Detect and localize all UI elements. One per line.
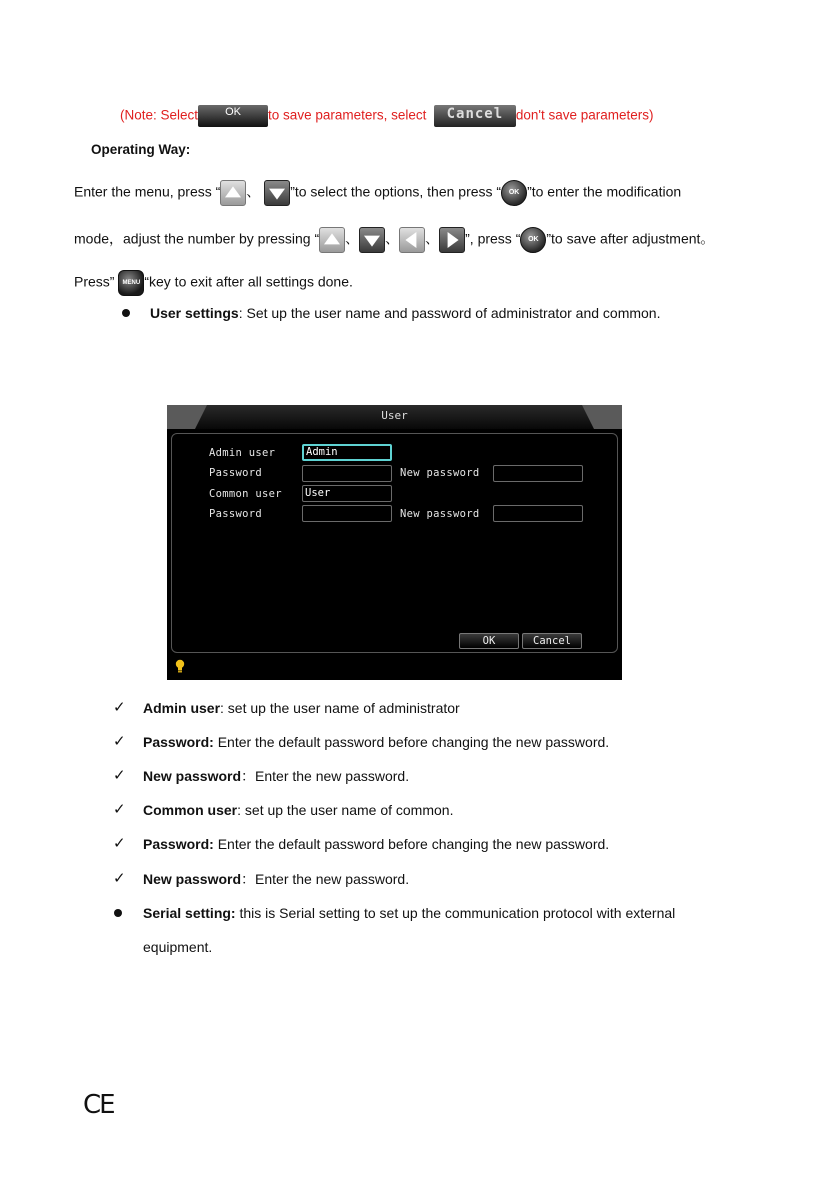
note-suffix: don't save parameters) <box>515 107 654 123</box>
screen-ok-button[interactable]: OK <box>459 633 519 649</box>
screen-cancel-button[interactable]: Cancel <box>522 633 582 649</box>
down-arrow-icon <box>359 227 385 253</box>
list-item: Password: Enter the default password before changing the new password. <box>143 836 610 852</box>
new-password-label-2: New password <box>400 508 480 520</box>
list-item: Common user: set up the user name of common. <box>143 802 454 818</box>
serial-setting-continuation: equipment. <box>143 939 213 955</box>
ok-round-icon: OK <box>520 227 546 253</box>
admin-user-field[interactable]: Admin <box>302 444 392 461</box>
bullet-dot <box>122 309 130 317</box>
ok-round-icon: OK <box>501 180 527 206</box>
password-field-1[interactable] <box>302 465 392 482</box>
user-settings-text: : Set up the user name and password of administrator and common. <box>238 305 661 321</box>
cancel-button-image: Cancel <box>434 105 516 127</box>
user-settings-screenshot <box>167 405 622 680</box>
check-icon: ✓ <box>113 733 126 750</box>
new-password-label-1: New password <box>400 467 480 479</box>
up-arrow-icon <box>319 227 345 253</box>
bullet-dot <box>114 909 122 917</box>
operating-way-heading: Operating Way: <box>91 142 191 157</box>
right-arrow-icon <box>439 227 465 253</box>
password-label-1: Password <box>209 467 262 479</box>
operating-line-1: Enter the menu, press “ 、 ”to select the options, then press “ OK ”to enter the modification <box>74 180 681 206</box>
menu-icon: MENU <box>118 270 144 296</box>
check-icon: ✓ <box>113 870 126 887</box>
check-icon: ✓ <box>113 801 126 818</box>
user-settings-line <box>150 304 660 322</box>
lightbulb-icon <box>175 659 185 673</box>
password-label-2: Password <box>209 508 262 520</box>
check-icon: ✓ <box>113 699 126 716</box>
list-item: New password：Enter the new password. <box>143 871 410 887</box>
common-user-field[interactable]: User <box>302 485 392 502</box>
check-icon: ✓ <box>113 767 126 784</box>
user-settings-label: User settings <box>150 305 239 321</box>
operating-line-3: Press” MENU “key to exit after all settings done. <box>74 270 353 296</box>
password-field-2[interactable] <box>302 505 392 522</box>
admin-user-label: Admin user <box>209 447 276 459</box>
list-item: Admin user: set up the user name of administrator <box>143 700 460 716</box>
operating-line-2: mode，adjust the number by pressing “ 、 、 、 ”, press “ OK ”to save after adjustment。 <box>74 227 714 253</box>
common-user-label: Common user <box>209 488 282 500</box>
left-arrow-icon <box>399 227 425 253</box>
check-icon: ✓ <box>113 835 126 852</box>
note-middle: to save parameters, select <box>268 107 427 123</box>
screen-title-bar <box>167 405 622 429</box>
new-password-field-2[interactable] <box>493 505 583 522</box>
screen-title: User <box>381 409 408 422</box>
new-password-field-1[interactable] <box>493 465 583 482</box>
list-item: Password: Enter the default password before changing the new password. <box>143 734 610 750</box>
serial-setting-line: Serial setting: this is Serial setting to set up the communication protocol with external <box>143 905 676 921</box>
note-prefix: (Note: Select <box>120 107 199 123</box>
list-item: New password：Enter the new password. <box>143 768 410 784</box>
ok-button-image: OK <box>198 105 268 127</box>
up-arrow-icon <box>220 180 246 206</box>
ce-mark-icon: CE <box>83 1090 114 1120</box>
down-arrow-icon <box>264 180 290 206</box>
note-line <box>120 105 654 127</box>
